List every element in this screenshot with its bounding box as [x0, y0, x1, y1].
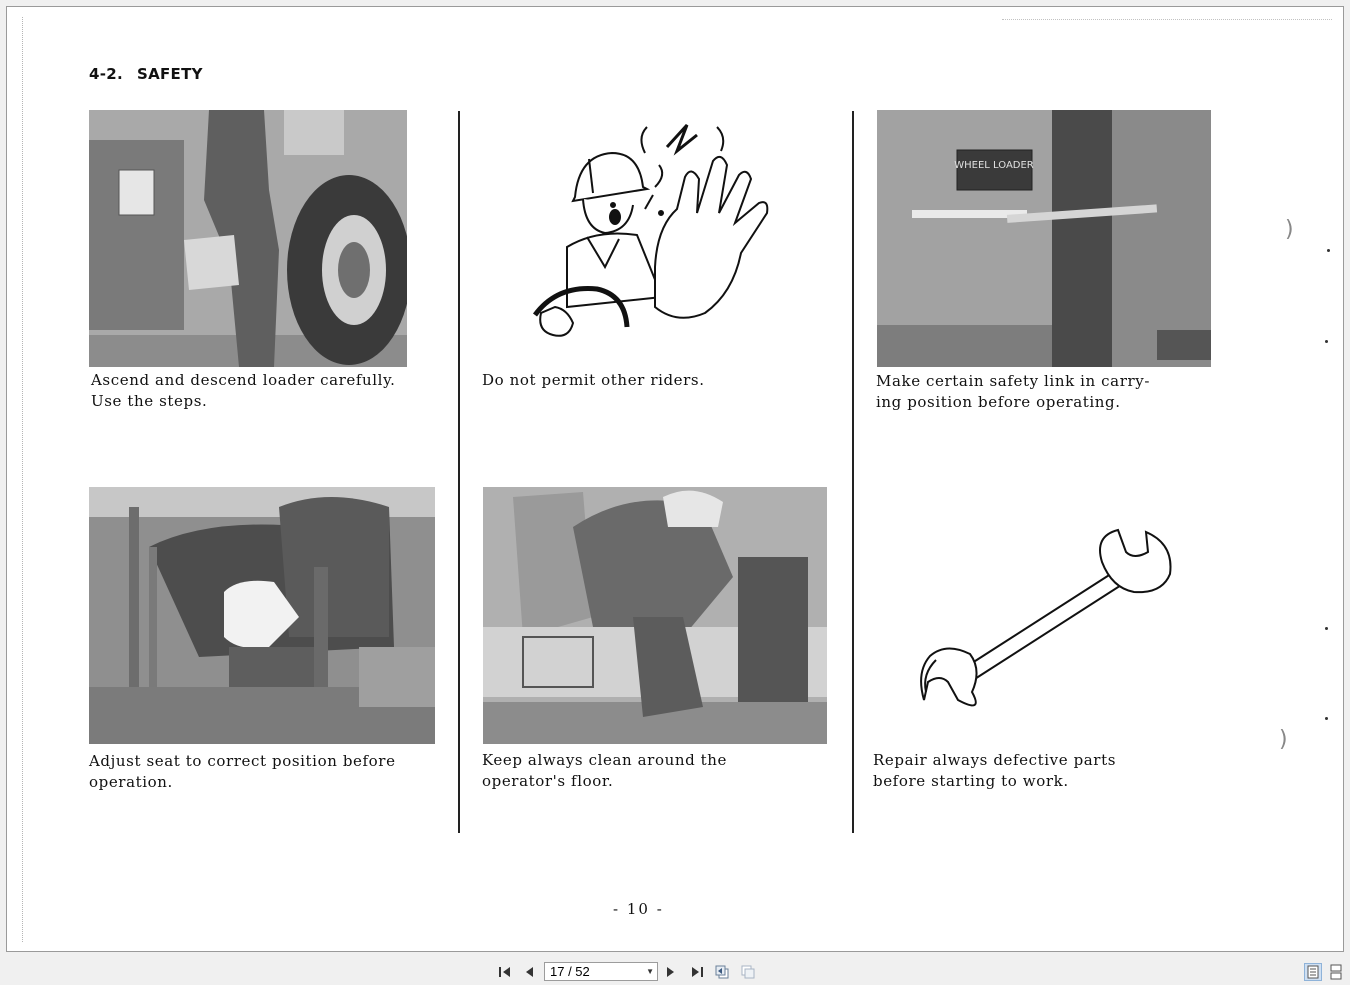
page-indicator: 17 / 52: [550, 964, 590, 979]
photo-ascend-loader: [89, 110, 407, 367]
svg-text:WHEEL LOADER: WHEEL LOADER: [954, 160, 1034, 171]
continuous-view-icon[interactable]: [1327, 963, 1345, 981]
single-page-view-icon[interactable]: [1304, 963, 1322, 981]
photo-safety-link: [877, 110, 1211, 367]
go-back-icon[interactable]: [713, 963, 731, 981]
column-divider-2: [852, 111, 854, 833]
scan-artifact-bracket-bottom: ): [1279, 727, 1288, 752]
next-page-icon[interactable]: [662, 963, 680, 981]
viewer-toolbar: [0, 958, 1350, 985]
photo-adjust-seat: [89, 487, 435, 744]
scan-artifact-dot: [1325, 627, 1328, 630]
illustration-wrench: [912, 522, 1182, 707]
caption-no-riders: Do not permit other riders.: [482, 371, 705, 389]
section-heading: [89, 65, 203, 83]
section-number: 4-2.: [89, 65, 123, 83]
caption-ascend: Ascend and descend loader carefully. Use the steps.: [91, 371, 396, 410]
scan-artifact-dot: [1325, 340, 1328, 343]
document-page: [6, 6, 1344, 952]
caption-safety-link: Make certain safety link in carry- ing position before operating.: [876, 372, 1150, 411]
photo-clean-floor: [483, 487, 827, 744]
page-number: - 10 -: [613, 900, 664, 918]
caption-adjust-seat: Adjust seat to correct position before operation.: [89, 752, 396, 791]
column-divider-1: [458, 111, 460, 833]
previous-page-icon[interactable]: [520, 963, 538, 981]
scan-artifact-dot: [1327, 249, 1330, 252]
scan-artifact-dot: [1325, 717, 1328, 720]
go-forward-icon[interactable]: [739, 963, 757, 981]
first-page-icon[interactable]: [496, 963, 514, 981]
scan-artifact-top: [1002, 19, 1332, 21]
last-page-icon[interactable]: [688, 963, 706, 981]
scan-artifact-bracket-top: ): [1285, 217, 1294, 242]
caption-clean-floor: Keep always clean around the operator's floor.: [482, 751, 728, 790]
binding-margin: [22, 17, 24, 942]
illustration-no-riders: [527, 117, 807, 337]
chevron-down-icon[interactable]: ▼: [646, 967, 654, 976]
caption-repair-parts: Repair always defective parts before starting to work.: [873, 751, 1117, 790]
section-title: SAFETY: [137, 65, 203, 83]
page-select[interactable]: [544, 962, 658, 981]
